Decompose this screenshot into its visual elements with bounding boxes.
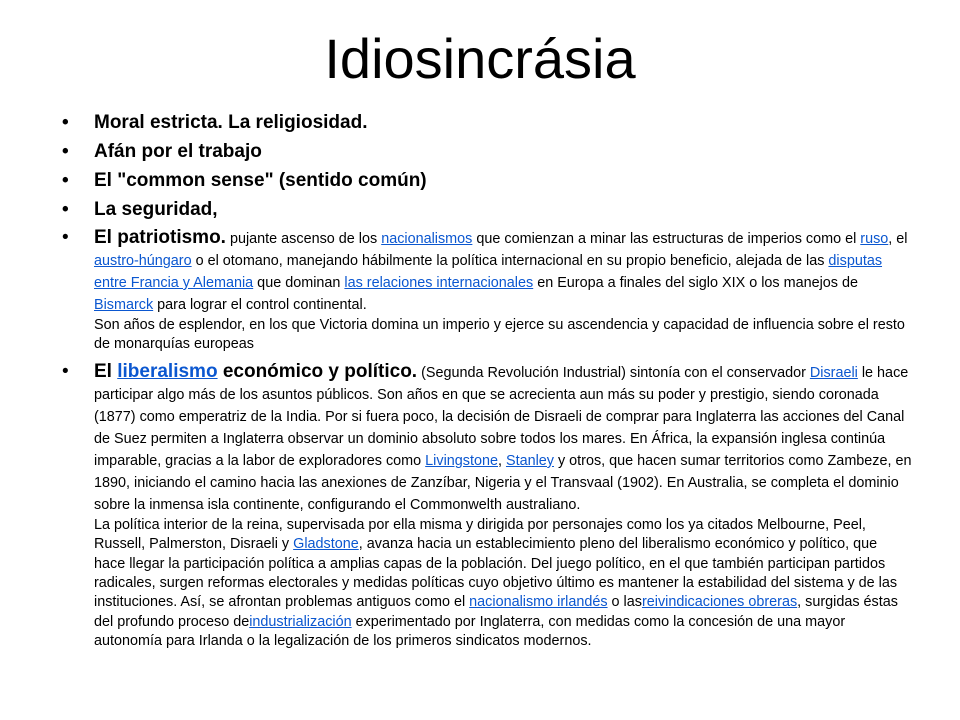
patriotismo-paragraph bbox=[94, 227, 912, 316]
text: que comienzan a minar las estructuras de imperios como el bbox=[472, 231, 861, 247]
liberalismo-paragraph bbox=[94, 361, 912, 516]
link-disputas-francia-alemania[interactable]: disputas entre Francia y Alemania bbox=[94, 253, 883, 291]
bullet-item-patriotismo bbox=[62, 227, 912, 355]
text: en Europa a finales del siglo XIX o los manejos de bbox=[533, 275, 858, 291]
bullet-text: La seguridad, bbox=[94, 199, 218, 220]
bullet-item bbox=[62, 198, 912, 222]
slide-title: Idiosincrásia bbox=[324, 27, 636, 90]
bullet-list bbox=[62, 111, 912, 658]
text: para lograr el control continental. bbox=[153, 297, 367, 313]
bullet-item bbox=[62, 169, 912, 193]
text: , avanza hacia un establecimiento pleno del liberalismo económico y político, que hace llegar la participación política a amplias capas de la población. Del juego político, en el que también participan partidos radicales, surgen reformas electorales y medidas políticas cuyo objetivo último es mantener la estabilidad del sistema y de las instituciones. Así, se afrontan problemas antiguos como el bbox=[94, 536, 898, 611]
bullet-item bbox=[62, 111, 912, 135]
link-relaciones-internacionales[interactable]: las relaciones internacionales bbox=[344, 275, 534, 291]
text: experimentado por Inglaterra, con medidas como la concesión de una mayor autonomía para Irlanda o la legalización de los primeros sindicatos modernos. bbox=[94, 613, 846, 650]
text: económico y político. bbox=[217, 360, 418, 382]
patriotismo-lead: El patriotismo. bbox=[94, 227, 226, 248]
link-livingstone[interactable]: Livingstone bbox=[425, 452, 498, 469]
link-nacionalismos[interactable]: nacionalismos bbox=[381, 231, 473, 247]
bullet-item-liberalismo bbox=[62, 361, 912, 652]
text: y otros, que hacen sumar territorios como Zambeze, en 1890, iniciando el camino hacia las anexiones de Zanzíbar, Nigeria y el Transvaal (1902). En Australia, se completa el dominio sobre la inmensa isla continente, configurando el Commonwelth australiano. bbox=[94, 452, 912, 513]
link-bismarck[interactable]: Bismarck bbox=[94, 297, 154, 313]
link-gladstone[interactable]: Gladstone bbox=[293, 536, 359, 553]
link-liberalismo[interactable]: liberalismo bbox=[117, 360, 218, 382]
text: La política interior de la reina, supervisada por ella misma y dirigida por personajes como los ya citados Melbourne, Peel, Russell, Palmerston, Disraeli y bbox=[94, 516, 866, 553]
bullet-text: Afán por el trabajo bbox=[94, 141, 262, 162]
text: (Segunda Revolución Industrial) sintonía con el conservador bbox=[417, 364, 810, 381]
text: o las bbox=[607, 594, 642, 611]
text: , surgidas éstas del profundo proceso de bbox=[94, 594, 898, 630]
text: pujante ascenso de los bbox=[225, 231, 382, 247]
bullet-dot-icon: • bbox=[62, 199, 69, 220]
text: , bbox=[497, 452, 506, 469]
bullet-dot-icon: • bbox=[62, 170, 69, 191]
liberalismo-lead bbox=[94, 361, 417, 382]
patriotismo-paragraph-2: Son años de esplendor, en los que Victoria domina un imperio y ejerce su ascendencia y capacidad de influencia sobre el resto de monarquías europeas bbox=[94, 317, 905, 353]
text: que dominan bbox=[253, 275, 345, 291]
text: , el bbox=[888, 231, 908, 247]
bullet-dot-icon: • bbox=[62, 112, 69, 133]
bullet-dot-icon: • bbox=[62, 360, 69, 382]
link-industrializacion[interactable]: industrialización bbox=[249, 613, 352, 630]
text: El bbox=[94, 360, 118, 382]
link-ruso[interactable]: ruso bbox=[860, 231, 889, 247]
bullet-text: Moral estricta. La religiosidad. bbox=[94, 112, 368, 133]
bullet-dot-icon: • bbox=[62, 141, 69, 162]
link-austro-hungaro[interactable]: austro-húngaro bbox=[94, 253, 192, 269]
bullet-item bbox=[62, 140, 912, 164]
link-disraeli[interactable]: Disraeli bbox=[809, 364, 858, 381]
text: o el otomano, manejando hábilmente la política internacional en su propio beneficio, alejada de las bbox=[191, 253, 829, 269]
link-nacionalismo-irlandes[interactable]: nacionalismo irlandés bbox=[469, 594, 608, 611]
liberalismo-paragraph-2 bbox=[94, 516, 912, 652]
link-stanley[interactable]: Stanley bbox=[505, 452, 554, 469]
text: le hace participar algo más de los asuntos públicos. Son años en que se acrecienta aun más su poder y prestigio, siendo coronada (1877) como emperatriz de la India. Por si fuera poco, la decisión de Disraeli de comprar para Inglaterra las acciones del Canal de Suez permiten a Inglaterra observar un dominio absoluto sobre todos los mares. En África, la expansión inglesa continúa imparable, gracias a la labor de exploradores como bbox=[94, 364, 909, 469]
bullet-text: El "common sense" (sentido común) bbox=[94, 170, 427, 191]
bullet-dot-icon: • bbox=[62, 227, 69, 248]
link-reivindicaciones-obreras[interactable]: reivindicaciones obreras bbox=[641, 594, 798, 611]
